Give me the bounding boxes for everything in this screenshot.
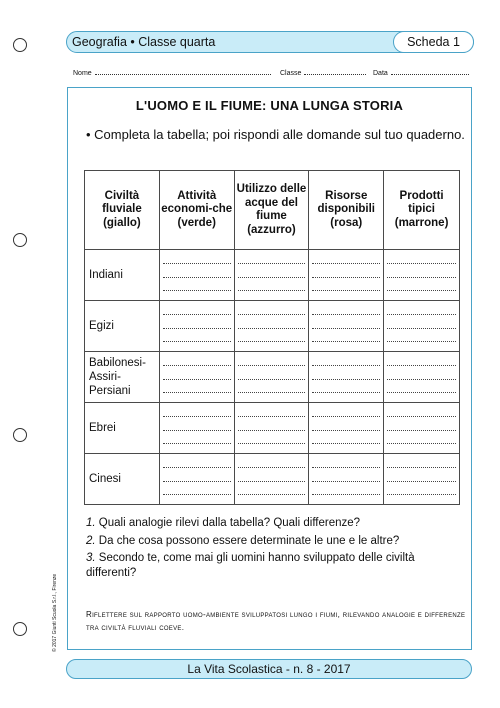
answer-cell[interactable]	[384, 454, 460, 505]
answer-cell[interactable]	[309, 454, 384, 505]
dotted-answer-line	[238, 264, 306, 278]
answer-cell[interactable]	[234, 250, 309, 301]
table-row	[85, 454, 460, 505]
dotted-answer-line	[312, 278, 380, 292]
table-row	[85, 403, 460, 454]
civilization-name: Egizi	[85, 301, 160, 352]
dotted-answer-line	[387, 468, 456, 482]
dotted-answer-line	[163, 407, 231, 417]
dotted-answer-line	[238, 417, 306, 431]
dotted-answer-line	[312, 417, 380, 431]
class-label: Classe	[280, 70, 302, 77]
header-water-use: Utilizzo delle acque del fiume (azzurro)	[234, 171, 309, 250]
answer-cell[interactable]	[309, 403, 384, 454]
name-label: Nome	[73, 70, 92, 77]
question-2: 2. Da che cosa possono essere determinate le une e le altre?	[86, 534, 400, 547]
answer-cell[interactable]	[309, 352, 384, 403]
answer-cell[interactable]	[159, 352, 234, 403]
dotted-answer-line	[238, 356, 306, 366]
dotted-answer-line	[238, 315, 306, 329]
date-label: Data	[373, 70, 388, 77]
answer-cell[interactable]	[384, 403, 460, 454]
dotted-answer-line	[163, 315, 231, 329]
table-row	[85, 250, 460, 301]
question-1: 1. Quali analogie rilevi dalla tabella? Quali differenze?	[86, 517, 361, 529]
answer-cell[interactable]	[159, 250, 234, 301]
binder-hole-1	[13, 38, 27, 52]
dotted-answer-line	[238, 407, 306, 417]
dotted-answer-line	[163, 278, 231, 292]
dotted-answer-line	[312, 264, 380, 278]
instruction-text: • Completa la tabella; poi rispondi alle domande sul tuo quaderno.	[86, 127, 465, 142]
dotted-answer-line	[163, 482, 231, 496]
dotted-answer-line	[312, 482, 380, 496]
name-field[interactable]	[73, 68, 271, 77]
civilization-name: Babilonesi-Assiri-Persiani	[85, 352, 160, 403]
civilization-table	[84, 170, 460, 505]
header-activities: Attività economi-che (verde)	[159, 171, 234, 250]
dotted-answer-line	[163, 356, 231, 366]
dotted-answer-line	[312, 431, 380, 445]
dotted-answer-line	[238, 380, 306, 394]
dotted-answer-line	[238, 458, 306, 468]
dotted-answer-line	[312, 468, 380, 482]
dotted-answer-line	[238, 482, 306, 496]
header-products: Prodotti tipici (marrone)	[384, 171, 460, 250]
dotted-answer-line	[238, 278, 306, 292]
dotted-answer-line	[238, 468, 306, 482]
dotted-answer-line	[312, 380, 380, 394]
dotted-answer-line	[163, 254, 231, 264]
answer-cell[interactable]	[309, 301, 384, 352]
dotted-answer-line	[387, 431, 456, 445]
answer-cell[interactable]	[159, 301, 234, 352]
dotted-answer-line	[163, 380, 231, 394]
dotted-answer-line	[312, 407, 380, 417]
dotted-answer-line	[163, 468, 231, 482]
dotted-answer-line	[387, 315, 456, 329]
answer-cell[interactable]	[234, 301, 309, 352]
dotted-answer-line	[238, 366, 306, 380]
dotted-answer-line	[238, 254, 306, 264]
subject-title: Geografia • Classe quarta	[72, 35, 216, 49]
dotted-answer-line	[312, 458, 380, 468]
dotted-answer-line	[387, 407, 456, 417]
dotted-answer-line	[312, 254, 380, 264]
dotted-answer-line	[163, 264, 231, 278]
dotted-answer-line	[387, 305, 456, 315]
dotted-answer-line	[238, 329, 306, 343]
header-civilization: Civiltà fluviale (giallo)	[85, 171, 160, 250]
dotted-answer-line	[387, 264, 456, 278]
dotted-answer-line	[163, 366, 231, 380]
dotted-answer-line	[387, 254, 456, 264]
dotted-answer-line	[312, 315, 380, 329]
dotted-answer-line	[387, 366, 456, 380]
copyright: © 2017 Giunti Scuola S.r.l., Firenze	[52, 573, 58, 652]
answer-cell[interactable]	[234, 352, 309, 403]
answer-cell[interactable]	[159, 403, 234, 454]
class-field[interactable]	[280, 68, 366, 77]
worksheet-title: L'UOMO E IL FIUME: UNA LUNGA STORIA	[135, 98, 404, 113]
table-row	[85, 352, 460, 403]
civilization-name: Cinesi	[85, 454, 160, 505]
answer-cell[interactable]	[384, 301, 460, 352]
answer-cell[interactable]	[384, 250, 460, 301]
dotted-answer-line	[163, 431, 231, 445]
questions	[86, 516, 466, 583]
binder-hole-3	[13, 428, 27, 442]
header-resources: Risorse disponibili (rosa)	[309, 171, 384, 250]
answer-cell[interactable]	[234, 403, 309, 454]
dotted-answer-line	[163, 417, 231, 431]
footer: La Vita Scolastica - n. 8 - 2017	[66, 659, 472, 679]
date-field[interactable]	[373, 68, 469, 77]
dotted-answer-line	[387, 458, 456, 468]
answer-cell[interactable]	[234, 454, 309, 505]
dotted-answer-line	[163, 458, 231, 468]
dotted-answer-line	[163, 305, 231, 315]
dotted-answer-line	[387, 482, 456, 496]
dotted-answer-line	[387, 417, 456, 431]
civilization-name: Ebrei	[85, 403, 160, 454]
dotted-answer-line	[163, 329, 231, 343]
binder-hole-4	[13, 622, 27, 636]
sheet-label: Scheda 1	[393, 31, 474, 53]
dotted-answer-line	[238, 305, 306, 315]
question-3: 3. Secondo te, come mai gli uomini hanno sviluppato delle civiltà differenti?	[86, 552, 415, 579]
civilization-name: Indiani	[85, 250, 160, 301]
answer-cell[interactable]	[159, 454, 234, 505]
answer-cell[interactable]	[384, 352, 460, 403]
dotted-answer-line	[312, 305, 380, 315]
dotted-answer-line	[312, 356, 380, 366]
dotted-answer-line	[387, 356, 456, 366]
teacher-note: Riflettere sul rapporto uomo-ambiente sviluppatosi lungo i fiumi, rilevando analogie e differenze tra civiltà fluviali coeve.	[86, 610, 466, 632]
dotted-answer-line	[312, 366, 380, 380]
dotted-answer-line	[387, 278, 456, 292]
dotted-answer-line	[238, 431, 306, 445]
table-row	[85, 301, 460, 352]
binder-hole-2	[13, 233, 27, 247]
dotted-answer-line	[387, 329, 456, 343]
dotted-answer-line	[312, 329, 380, 343]
answer-cell[interactable]	[309, 250, 384, 301]
dotted-answer-line	[387, 380, 456, 394]
